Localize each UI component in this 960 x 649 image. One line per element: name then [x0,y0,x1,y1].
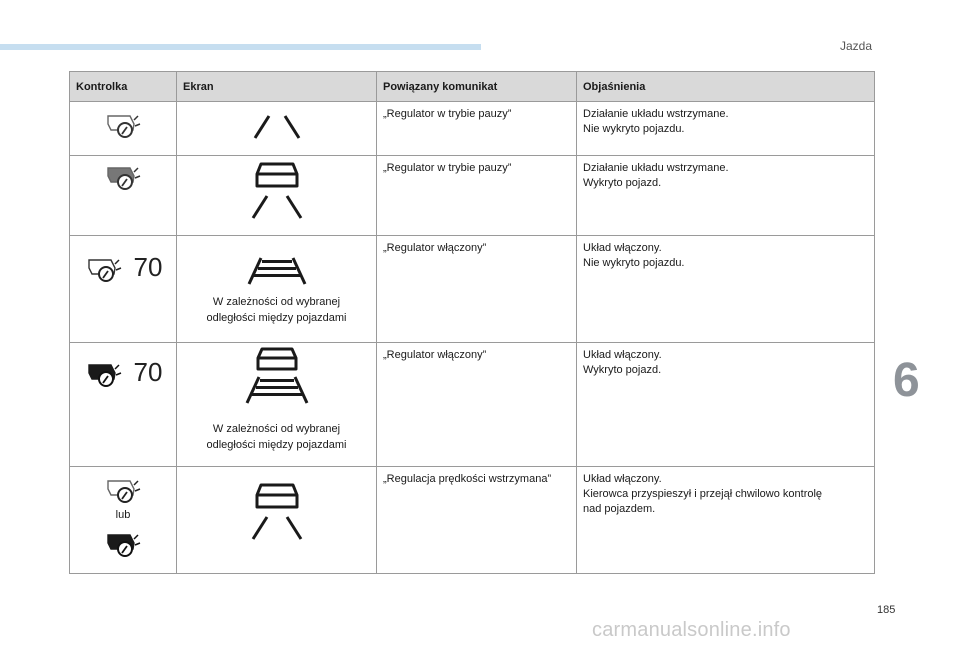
caption-line: W zależności od wybranej [212,296,341,308]
explanation-cell [577,102,875,156]
caption-line: odległości między pojazdami [206,312,347,324]
cruise-control-outline-icon [103,110,143,138]
cruise-control-outline-icon [103,475,143,503]
set-speed-value: 70 [133,252,163,282]
indicator-table [69,71,875,574]
indicator-cell [70,467,177,574]
explanation-line: Układ włączony. [583,242,662,254]
explanation-line: Układ włączony. [583,473,662,485]
table-row [70,102,875,156]
explanation-line: Kierowca przyspieszył i przejął chwilowo kontrolę [583,488,823,500]
message-cell: „Regulator w trybie pauzy” [377,156,577,236]
vehicle-ahead-icon [222,156,332,222]
chapter-number: 6 [893,354,920,407]
column-header-objasnienia: Objaśnienia [577,72,875,102]
cruise-control-outline-icon [84,254,124,282]
screen-cell [177,236,377,343]
explanation-cell [577,236,875,343]
distance-bars-icon [222,236,332,288]
or-label: lub [115,509,131,521]
explanation-line: Układ włączony. [583,349,662,361]
explanation-line: Wykryto pojazd. [583,177,662,189]
header-accent-bar [0,44,481,50]
page-number: 185 [877,604,896,616]
caption-line: W zależności od wybranej [212,423,341,435]
explanation-line: Wykryto pojazd. [583,364,662,376]
table-row [70,343,875,467]
table-row [70,467,875,574]
screen-caption [206,421,346,453]
screen-cell [177,343,377,467]
indicator-cell [70,156,177,236]
screen-caption [206,294,346,326]
screen-cell [177,467,377,574]
caption-line: odległości między pojazdami [206,439,347,451]
cruise-control-filled-icon [84,359,124,387]
message-cell: „Regulator włączony” [377,236,577,343]
table-row [70,236,875,343]
screen-cell [177,156,377,236]
explanation-cell [577,343,875,467]
message-cell: „Regulator włączony” [377,343,577,467]
explanation-line: Działanie układu wstrzymane. [583,108,729,120]
column-header-ekran: Ekran [177,72,377,102]
cruise-control-filled-icon [103,162,143,190]
indicator-cell [70,343,177,467]
vehicle-distance-bars-icon [222,343,332,407]
table-row [70,156,875,236]
watermark: carmanualsonline.info [592,619,791,641]
column-header-kontrolka: Kontrolka [70,72,177,102]
section-title: Jazda [840,39,873,53]
explanation-cell [577,156,875,236]
explanation-line: Działanie układu wstrzymane. [583,162,729,174]
message-cell: „Regulacja prędkości wstrzymana” [377,467,577,574]
explanation-line: nad pojazdem. [583,503,656,515]
indicator-cell [70,102,177,156]
vehicle-ahead-icon [222,477,332,543]
indicator-cell [70,236,177,343]
explanation-cell [577,467,875,574]
screen-cell [177,102,377,156]
table-header-row [70,72,875,102]
set-speed-value: 70 [133,357,163,387]
message-cell: „Regulator w trybie pauzy” [377,102,577,156]
explanation-line: Nie wykryto pojazdu. [583,123,685,135]
explanation-line: Nie wykryto pojazdu. [583,257,685,269]
column-header-komunikat: Powiązany komunikat [377,72,577,102]
lane-lines-icon [227,102,327,142]
cruise-control-filled-icon [103,529,143,557]
